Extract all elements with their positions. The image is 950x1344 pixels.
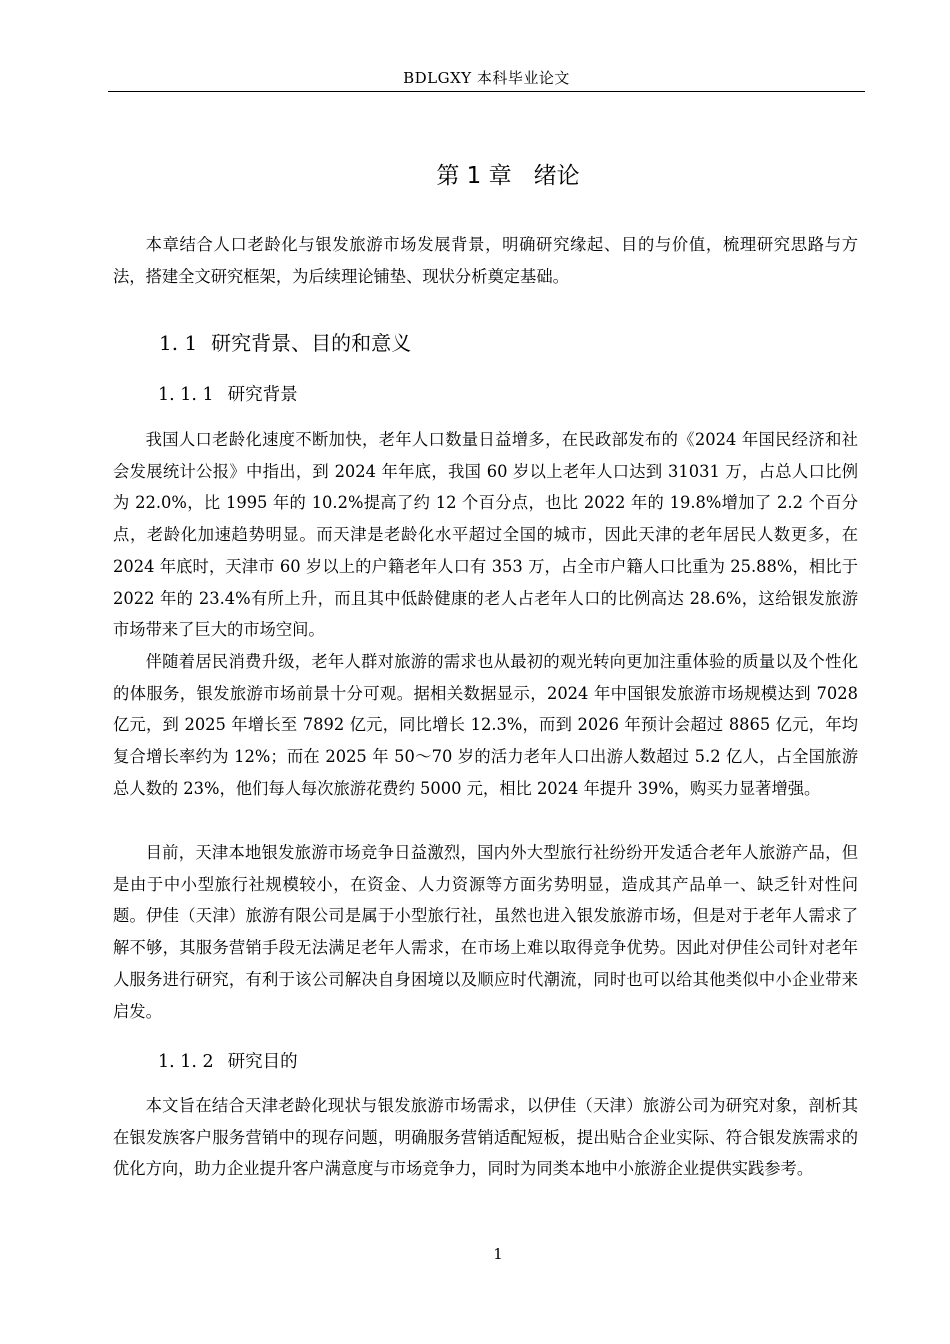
section-number: 1. 1: [159, 331, 198, 355]
subsection-number: 1. 1. 1: [158, 385, 214, 405]
purpose-paragraph: 本文旨在结合天津老龄化现状与银发旅游市场需求，以伊佳（天津）旅游公司为研究对象，剖析其在银发族客户服务营销中的现存问题，明确服务营销适配短板，提出贴合企业实际、符合银发族需求的优化方向，助力企业提升客户满意度与市场竞争力，同时为同类本地中小旅游企业提供实践参考。: [113, 1096, 858, 1179]
subsection-number: 1. 1. 2: [158, 1052, 214, 1072]
background-paragraph-1: 我国人口老龄化速度不断加快，老年人口数量日益增多，在民政部发布的《2024 年国民经济和社会发展统计公报》中指出，到 2024 年年底，我国 60 岁以上老年人口达到 31031 万，占总人口比例为 22.0%，比 1995 年的 10.2%提高了约 12 个百分点，也比 2022 年的 19.8%增加了 2.2 个百分点，老龄化加速趋势明显。而天津是老龄化水平超过全国的城市，因此天津的老年居民人数更多，在 2024 年底时，天津市 60 岁以上的户籍老年人口有 353 万，占全市户籍人口比重为 25.88%，相比于 2022 年的 23.4%有所上升，而且其中低龄健康的老人占老年人口的比例高达 28.6%，这给银发旅游市场带来了巨大的市场空间。: [113, 430, 858, 640]
section-heading-1-1: [159, 328, 411, 358]
background-paragraph-2: 伴随着居民消费升级，老年人群对旅游的需求也从最初的观光转向更加注重体验的质量以及个性化的体服务，银发旅游市场前景十分可观。据相关数据显示，2024 年中国银发旅游市场规模达到 7028 亿元，到 2025 年增长至 7892 亿元，同比增长 12.3%，而到 2026 年预计会超过 8865 亿元，年均复合增长率约为 12%；而在 2025 年 50～70 岁的活力老年人口出游人数超过 5.2 亿人，占全国旅游总人数的 23%，他们每人每次旅游花费约 5000 元，相比 2024 年提升 39%，购买力显著增强。: [113, 652, 858, 798]
page-number: 1: [493, 1245, 503, 1263]
header-rule: [108, 91, 865, 92]
chapter-intro: 本章结合人口老龄化与银发旅游市场发展背景，明确研究缘起、目的与价值，梳理研究思路与方法，搭建全文研究框架，为后续理论铺垫、现状分析奠定基础。: [113, 235, 858, 286]
chapter-title: [108, 160, 908, 192]
section-heading-1-1-2: [158, 1048, 298, 1076]
chapter-name: 绪论: [533, 163, 580, 189]
subsection-title: 研究目的: [227, 1052, 298, 1072]
background-paragraph-3: 目前，天津本地银发旅游市场竞争日益激烈，国内外大型旅行社纷纷开发适合老年人旅游产品，但是由于中小型旅行社规模较小，在资金、人力资源等方面劣势明显，造成其产品单一、缺乏针对性问题。伊佳（天津）旅游有限公司是属于小型旅行社，虽然也进入银发旅游市场，但是对于老年人需求了解不够，其服务营销手段无法满足老年人需求，在市场上难以取得竞争优势。因此对伊佳公司针对老年人服务进行研究，有利于该公司解决自身困境以及顺应时代潮流，同时也可以给其他类似中小企业带来启发。: [113, 843, 858, 1021]
running-header: BDLGXY 本科毕业论文: [403, 69, 570, 87]
chapter-number: 第 1 章: [436, 163, 512, 189]
subsection-title: 研究背景: [227, 385, 298, 405]
section-title: 研究背景、目的和意义: [211, 331, 412, 355]
section-heading-1-1-1: [158, 381, 298, 409]
